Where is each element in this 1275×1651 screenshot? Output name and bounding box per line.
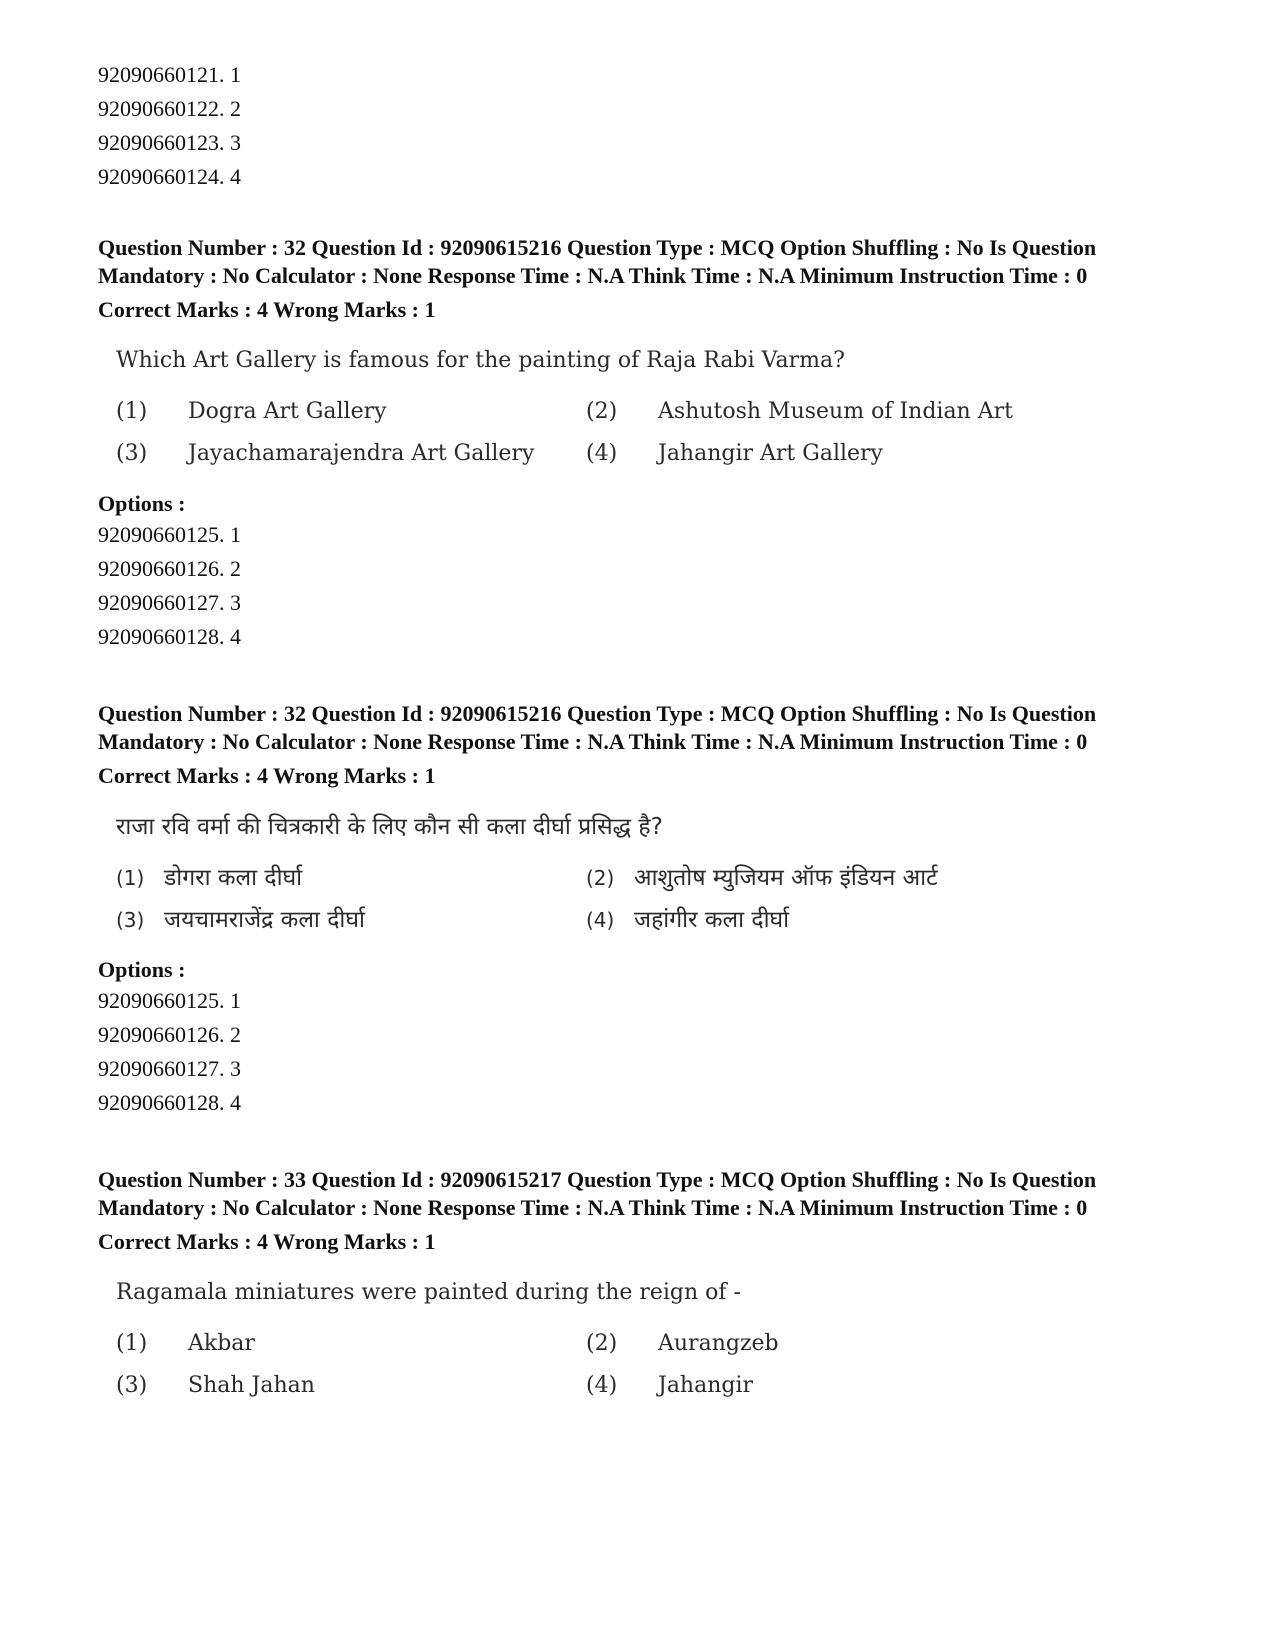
question-text: राजा रवि वर्मा की चित्रकारी के लिए कौन सी कला दीर्घा प्रसिद्ध है? (116, 814, 663, 840)
answer-choice (586, 1372, 1056, 1400)
option-id-line: 92090660128. 4 (98, 624, 241, 649)
choice-label: Jahangir Art Gallery (658, 441, 883, 466)
choice-number: (1) (116, 399, 148, 424)
answer-choice (116, 398, 586, 426)
choice-number: (2) (586, 1331, 618, 1356)
answer-choices (116, 398, 1198, 468)
choice-number: (1) (116, 866, 145, 890)
options-heading: Options : (98, 491, 186, 516)
option-id-line: 92090660121. 1 (98, 62, 241, 87)
question-block (98, 1166, 1198, 1400)
answer-choice (116, 1330, 586, 1358)
answer-choice (116, 1372, 586, 1400)
option-id-line: 92090660128. 4 (98, 1090, 241, 1115)
answer-choice (586, 1330, 1056, 1358)
answer-choice (586, 864, 1056, 892)
question-metadata: Question Number : 33 Question Id : 92090615217 Question Type : MCQ Option Shuffling : No Is Question Mandatory : No Calculator : None Response Time : N.A Think Time : N.A Minimum Instruction Time : 0 (98, 1167, 1097, 1220)
option-id-line: 92090660126. 2 (98, 556, 241, 581)
option-id-line: 92090660126. 2 (98, 1022, 241, 1047)
choice-label: जयचामराजेंद्र कला दीर्घा (164, 907, 365, 933)
choice-label: Aurangzeb (658, 1331, 779, 1356)
answer-choice (586, 906, 1056, 934)
choice-label: Akbar (188, 1331, 255, 1356)
option-id-line: 92090660125. 1 (98, 522, 241, 547)
question-marks: Correct Marks : 4 Wrong Marks : 1 (98, 763, 436, 788)
question-text: Ragamala miniatures were painted during the reign of - (116, 1280, 741, 1305)
answer-choice (116, 864, 586, 892)
choice-number: (4) (586, 908, 615, 932)
question-marks: Correct Marks : 4 Wrong Marks : 1 (98, 1229, 436, 1254)
choice-number: (4) (586, 1373, 618, 1398)
option-id-line: 92090660124. 4 (98, 164, 241, 189)
question-text: Which Art Gallery is famous for the painting of Raja Rabi Varma? (116, 348, 845, 373)
answer-choice (116, 906, 586, 934)
choice-label: Ashutosh Museum of Indian Art (658, 399, 1013, 424)
choice-number: (3) (116, 908, 145, 932)
choice-number: (3) (116, 1373, 148, 1398)
options-heading: Options : (98, 957, 186, 982)
answer-choices (116, 864, 1198, 934)
document-page (98, 58, 1198, 1400)
answer-choices (116, 1330, 1198, 1400)
choice-number: (2) (586, 866, 615, 890)
choice-label: Dogra Art Gallery (188, 399, 387, 424)
previous-options-list (98, 58, 1198, 194)
answer-choice (116, 440, 586, 468)
question-block (98, 700, 1198, 1120)
options-section (98, 490, 1198, 654)
choice-label: Jayachamarajendra Art Gallery (188, 441, 535, 466)
option-id-line: 92090660123. 3 (98, 130, 241, 155)
choice-label: Jahangir (658, 1373, 754, 1398)
question-metadata: Question Number : 32 Question Id : 92090615216 Question Type : MCQ Option Shuffling : No Is Question Mandatory : No Calculator : None Response Time : N.A Think Time : N.A Minimum Instruction Time : 0 (98, 235, 1097, 288)
option-id-line: 92090660125. 1 (98, 988, 241, 1013)
choice-number: (1) (116, 1331, 148, 1356)
choice-label: Shah Jahan (188, 1373, 315, 1398)
choice-number: (3) (116, 441, 148, 466)
choice-label: जहांगीर कला दीर्घा (634, 907, 790, 933)
question-marks: Correct Marks : 4 Wrong Marks : 1 (98, 297, 436, 322)
question-metadata: Question Number : 32 Question Id : 92090615216 Question Type : MCQ Option Shuffling : No Is Question Mandatory : No Calculator : None Response Time : N.A Think Time : N.A Minimum Instruction Time : 0 (98, 701, 1097, 754)
question-block (98, 234, 1198, 654)
choice-number: (4) (586, 441, 618, 466)
option-id-line: 92090660122. 2 (98, 96, 241, 121)
answer-choice (586, 398, 1056, 426)
choice-label: आशुतोष म्युजियम ऑफ इंडियन आर्ट (634, 865, 938, 891)
choice-label: डोगरा कला दीर्घा (164, 865, 303, 891)
options-section (98, 956, 1198, 1120)
option-id-line: 92090660127. 3 (98, 1056, 241, 1081)
answer-choice (586, 440, 1056, 468)
choice-number: (2) (586, 399, 618, 424)
option-id-line: 92090660127. 3 (98, 590, 241, 615)
